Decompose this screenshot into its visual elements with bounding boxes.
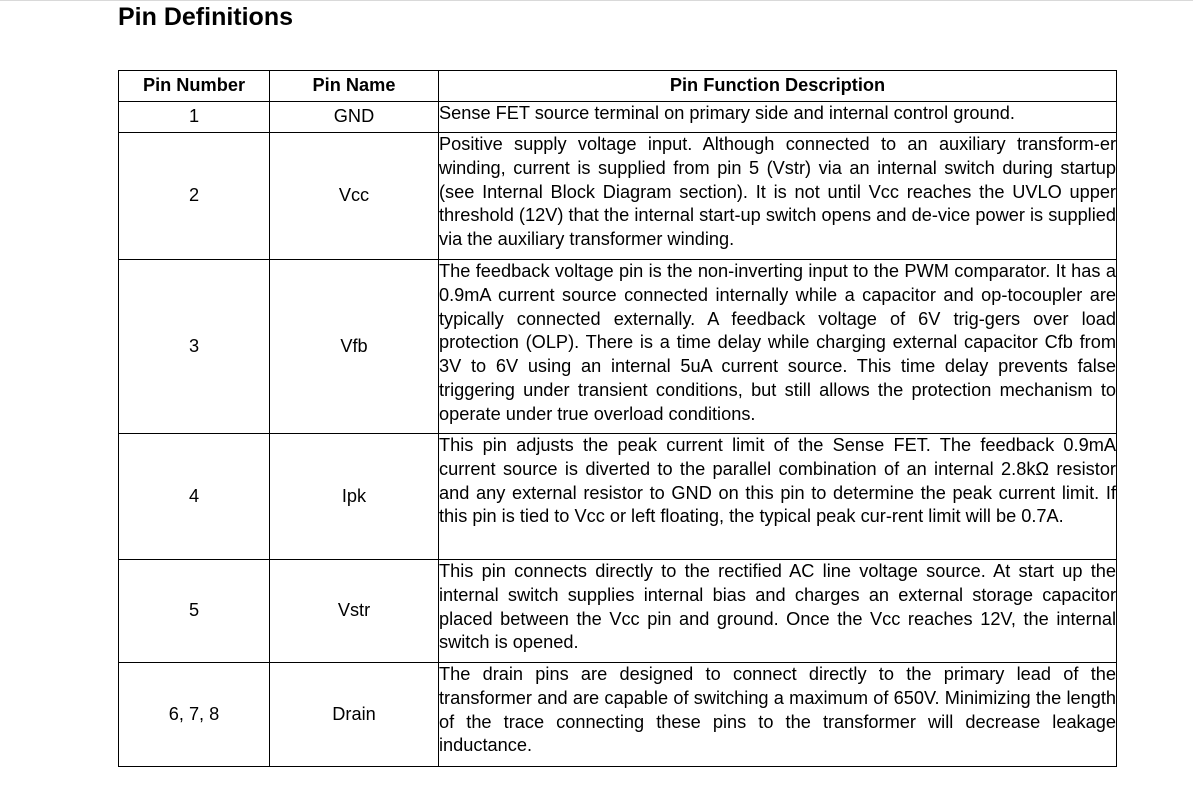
table-row [119,434,1117,560]
pin-name-cell: Ipk [270,434,439,560]
table-row [119,663,1117,767]
pin-description-cell: This pin connects directly to the rectified AC line voltage source. At start up the internal switch supplies internal bias and charges an external storage capacitor placed between the Vcc pin and ground. Once the Vcc reaches 12V, the internal switch is opened. [439,560,1117,663]
pin-description-cell: The feedback voltage pin is the non-inverting input to the PWM comparator. It has a 0.9mA current source connected internally while a capacitor and op-tocoupler are typically connected externally. A feedback voltage of 6V trig-gers over load protection (OLP). There is a time delay while charging external capacitor Cfb from 3V to 6V using an internal 5uA current source. This time delay prevents false triggering under transient conditions, but still allows the protection mechanism to operate under true overload conditions. [439,260,1117,434]
pin-name-cell: Vfb [270,260,439,434]
header-pin-function-description: Pin Function Description [439,71,1117,102]
pin-name-cell: GND [270,102,439,133]
top-divider [0,0,1193,1]
header-pin-name: Pin Name [270,71,439,102]
pin-number-cell: 4 [119,434,270,560]
table-row [119,102,1117,133]
table-row [119,133,1117,260]
pin-number-cell: 2 [119,133,270,260]
pin-number-cell: 1 [119,102,270,133]
table-row [119,560,1117,663]
pin-number-cell: 5 [119,560,270,663]
pin-description-cell: This pin adjusts the peak current limit of the Sense FET. The feedback 0.9mA current source is diverted to the parallel combination of an internal 2.8kΩ resistor and any external resistor to GND on this pin to determine the peak current limit. If this pin is tied to Vcc or left floating, the typical peak cur-rent limit will be 0.7A. [439,434,1117,560]
page-title: Pin Definitions [118,3,293,31]
pin-description-cell: Sense FET source terminal on primary side and internal control ground. [439,102,1117,133]
pin-name-cell: Vstr [270,560,439,663]
table-row [119,260,1117,434]
pin-description-cell: Positive supply voltage input. Although connected to an auxiliary transform-er winding, current is supplied from pin 5 (Vstr) via an internal switch during startup (see Internal Block Diagram section). It is not until Vcc reaches the UVLO upper threshold (12V) that the internal start-up switch opens and de-vice power is supplied via the auxiliary transformer winding. [439,133,1117,260]
pin-description-cell: The drain pins are designed to connect directly to the primary lead of the transformer and are capable of switching a maximum of 650V. Minimizing the length of the trace connecting these pins to the transformer will decrease leakage inductance. [439,663,1117,767]
pin-name-cell: Vcc [270,133,439,260]
pin-number-cell: 3 [119,260,270,434]
table-header-row [119,71,1117,102]
header-pin-number: Pin Number [119,71,270,102]
pin-name-cell: Drain [270,663,439,767]
pin-definitions-table [118,70,1117,767]
pin-number-cell: 6, 7, 8 [119,663,270,767]
